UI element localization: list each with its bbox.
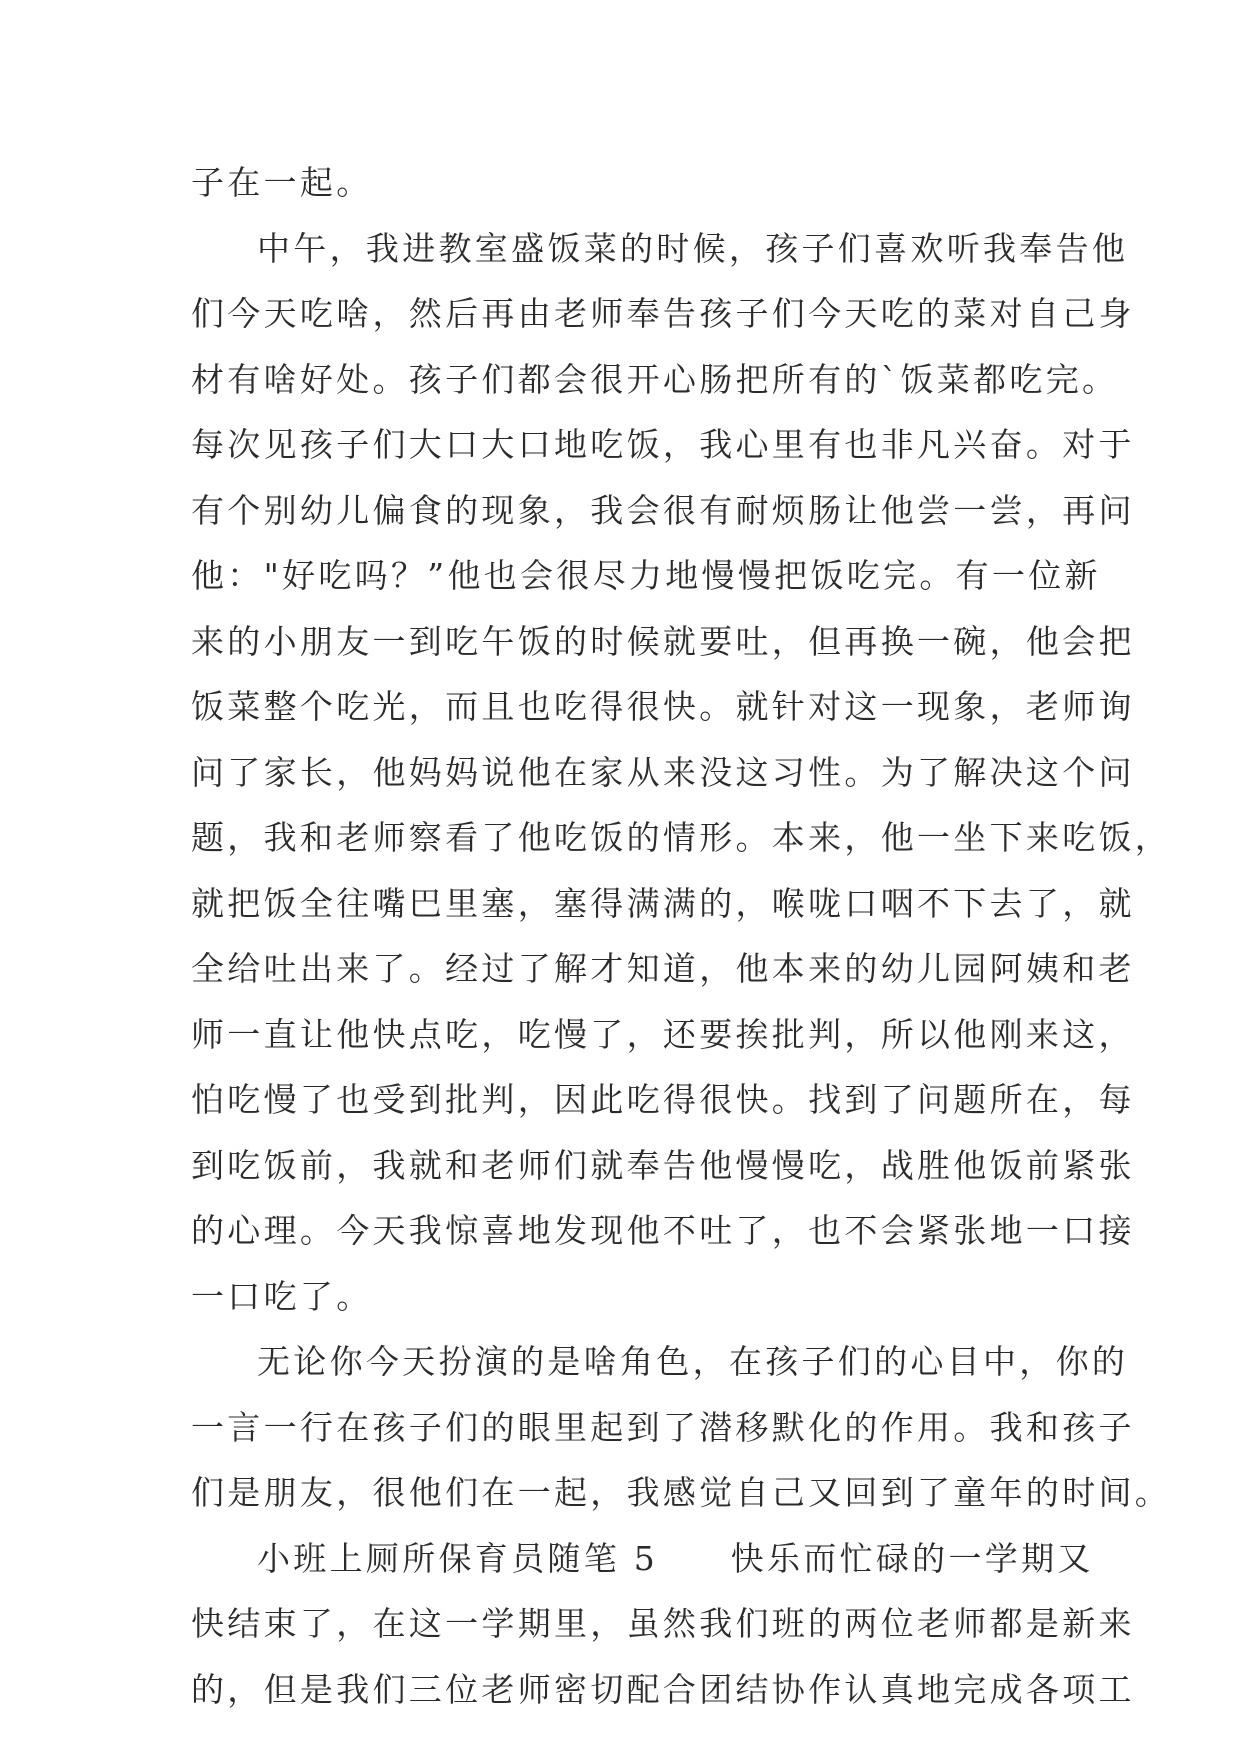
text-line: 师一直让他快点吃，吃慢了，还要挨批判，所以他刚来这， [191, 1014, 1135, 1054]
text-line: 到吃饭前，我就和老师们就奉告他慢慢吃，战胜他饭前紧张 [191, 1145, 1135, 1185]
text-line: 有个别幼儿偏食的现象，我会很有耐烦肠让他尝一尝，再问 [191, 490, 1135, 530]
text-line: 材有啥好处。孩子们都会很开心肠把所有的`饭菜都吃完。 [191, 359, 1119, 399]
text-line: 题，我和老师察看了他吃饭的情形。本来，他一坐下来吃饭， [191, 818, 1172, 857]
text-line: 们是朋友，很他们在一起，我感觉自己又回到了童年的时间。 [191, 1473, 1172, 1512]
paragraph-start-line: 无论你今天扮演的是啥角色，在孩子们的心目中，你的 [257, 1342, 1129, 1381]
section-heading-line: 小班上厕所保育员随笔 5 快乐而忙碌的一学期又 [257, 1538, 1094, 1578]
text-line: 饭菜整个吃光，而且也吃得很快。就针对这一现象，老师询 [191, 687, 1135, 726]
text-line: 全给吐出来了。经过了解才知道，他本来的幼儿园阿姨和老 [191, 949, 1135, 988]
text-line: 每次见孩子们大口大口地吃饭，我心里有也非凡兴奋。对于 [191, 425, 1135, 464]
text-line: 问了家长，他妈妈说他在家从来没这习性。为了解决这个问 [191, 752, 1135, 792]
text-line: 来的小朋友一到吃午饭的时候就要吐，但再换一碗，他会把 [191, 621, 1135, 661]
text-line: 一言一行在孩子们的眼里起到了潜移默化的作用。我和孩子 [191, 1407, 1135, 1447]
text-line: 的，但是我们三位老师密切配合团结协作认真地完成各项工 [191, 1669, 1135, 1709]
text-line: 们今天吃啥，然后再由老师奉告孩子们今天吃的菜对自己身 [191, 294, 1135, 333]
text-line: 他："好吃吗？”他也会很尽力地慢慢把饭吃完。有一位新 [191, 556, 1101, 595]
text-line: 快结束了，在这一学期里，虽然我们班的两位老师都是新来 [191, 1604, 1135, 1643]
text-line: 的心理。今天我惊喜地发现他不吐了，也不会紧张地一口接 [191, 1211, 1135, 1250]
paragraph-start-line: 中午，我进教室盛饭菜的时候，孩子们喜欢听我奉告他 [257, 228, 1129, 268]
text-line: 一口吃了。 [191, 1276, 373, 1316]
body-text [191, 150, 1172, 1722]
text-line: 怕吃慢了也受到批判，因此吃得很快。找到了问题所在，每 [191, 1080, 1135, 1119]
text-line: 子在一起。 [191, 163, 373, 202]
text-line: 就把饭全往嘴巴里塞，塞得满满的，喉咙口咽不下去了，就 [191, 883, 1135, 923]
